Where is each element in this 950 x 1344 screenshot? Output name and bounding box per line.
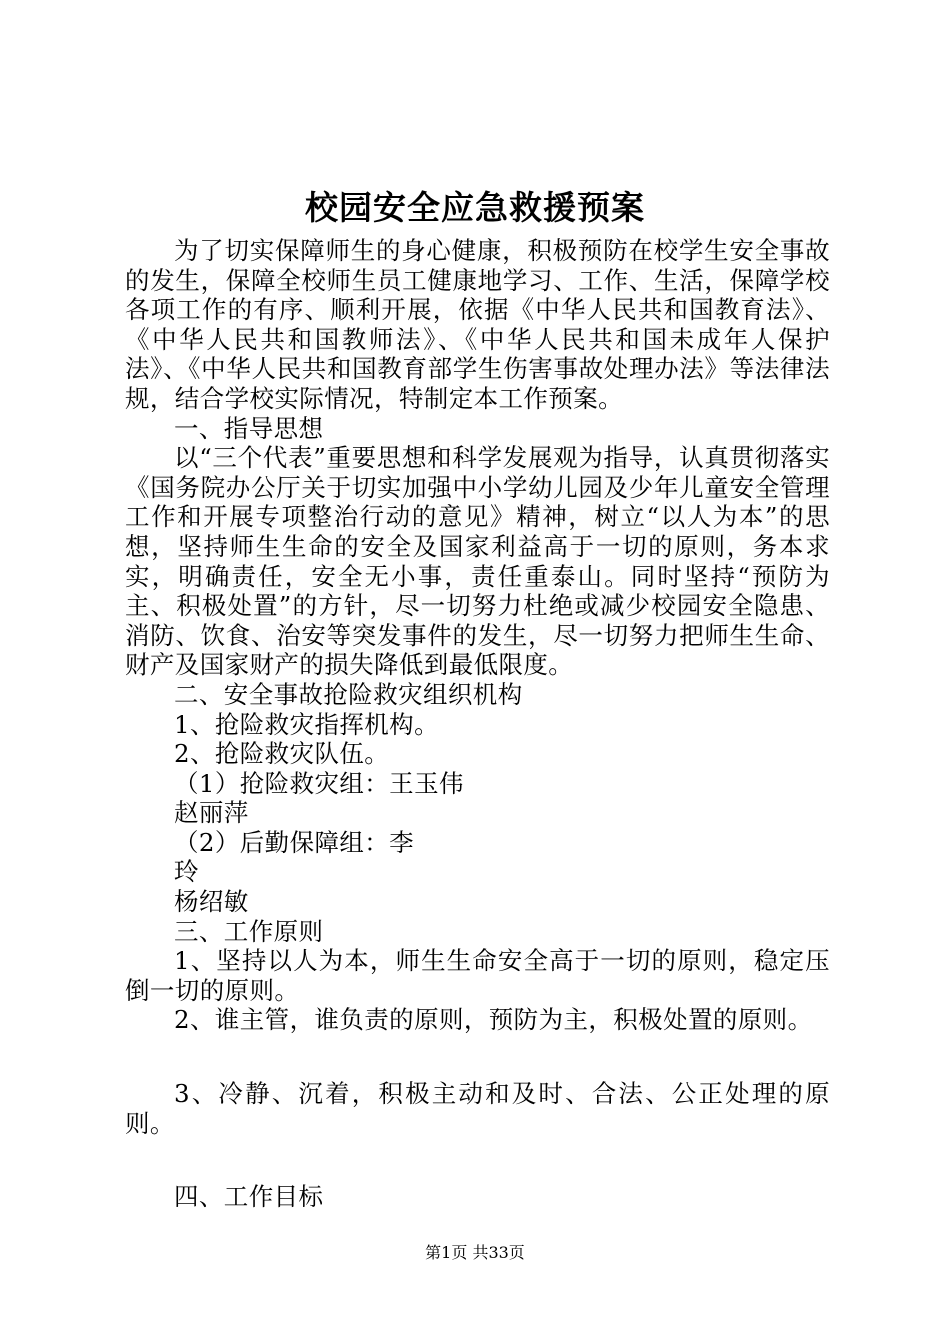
section-heading-guiding-ideology: 一、指导思想 [174,413,324,443]
principle-item-1: 1、坚持以人为本，师生生命安全高于一切的原则，稳定压倒一切的原则。 [125,946,830,1005]
section-heading-goals: 四、工作目标 [174,1182,324,1212]
principle-item-3: 3、冷静、沉着，积极主动和及时、合法、公正处理的原则。 [125,1079,830,1138]
section-heading-principles: 三、工作原则 [174,916,324,946]
organization-item-1: 1、抢险救灾指挥机构。 [174,709,439,739]
logistics-group-member-1: 玲 [174,857,199,887]
page-number-footer: 第1页 共33页 [425,1243,525,1262]
document-body [125,236,830,1212]
section-heading-organization: 二、安全事故抢险救灾组织机构 [174,679,523,709]
logistics-group-member-2: 杨绍敏 [174,887,249,917]
document-title: 校园安全应急救援预案 [305,188,645,227]
principle-item-2: 2、谁主管，谁负责的原则，预防为主，积极处置的原则。 [174,1005,813,1035]
spacer [125,1138,830,1182]
rescue-group-line: （1）抢险救灾组：王玉伟 [174,768,464,798]
intro-paragraph: 为了切实保障师生的身心健康，积极预防在校学生安全事故的发生，保障全校师生员工健康地学习、工作、生活，保障学校各项工作的有序、顺利开展，依据《中华人民共和国教育法》、《中华人民共和国教师法》、《中华人民共和国未成年人保护法》、《中华人民共和国教育部学生伤害事故处理办法》等法律法规，结合学校实际情况，特制定本工作预案。 [125,236,830,413]
rescue-group-member: 赵丽萍 [174,798,249,828]
spacer [125,1035,830,1079]
organization-item-2: 2、抢险救灾队伍。 [174,739,390,769]
logistics-group-line: （2）后勤保障组：李 [174,827,415,857]
guiding-ideology-paragraph: 以“三个代表”重要思想和科学发展观为指导，认真贯彻落实《国务院办公厅关于切实加强中小学幼儿园及少年儿童安全管理工作和开展专项整治行动的意见》精神，树立“以人为本”的思想，坚持师生生命的安全及国家利益高于一切的原则，务本求实，明确责任，安全无小事，责任重泰山。同时坚持“预防为主、积极处置”的方针，尽一切努力杜绝或减少校园安全隐患、消防、饮食、治安等突发事件的发生，尽一切努力把师生生命、财产及国家财产的损失降低到最低限度。 [125,443,830,680]
